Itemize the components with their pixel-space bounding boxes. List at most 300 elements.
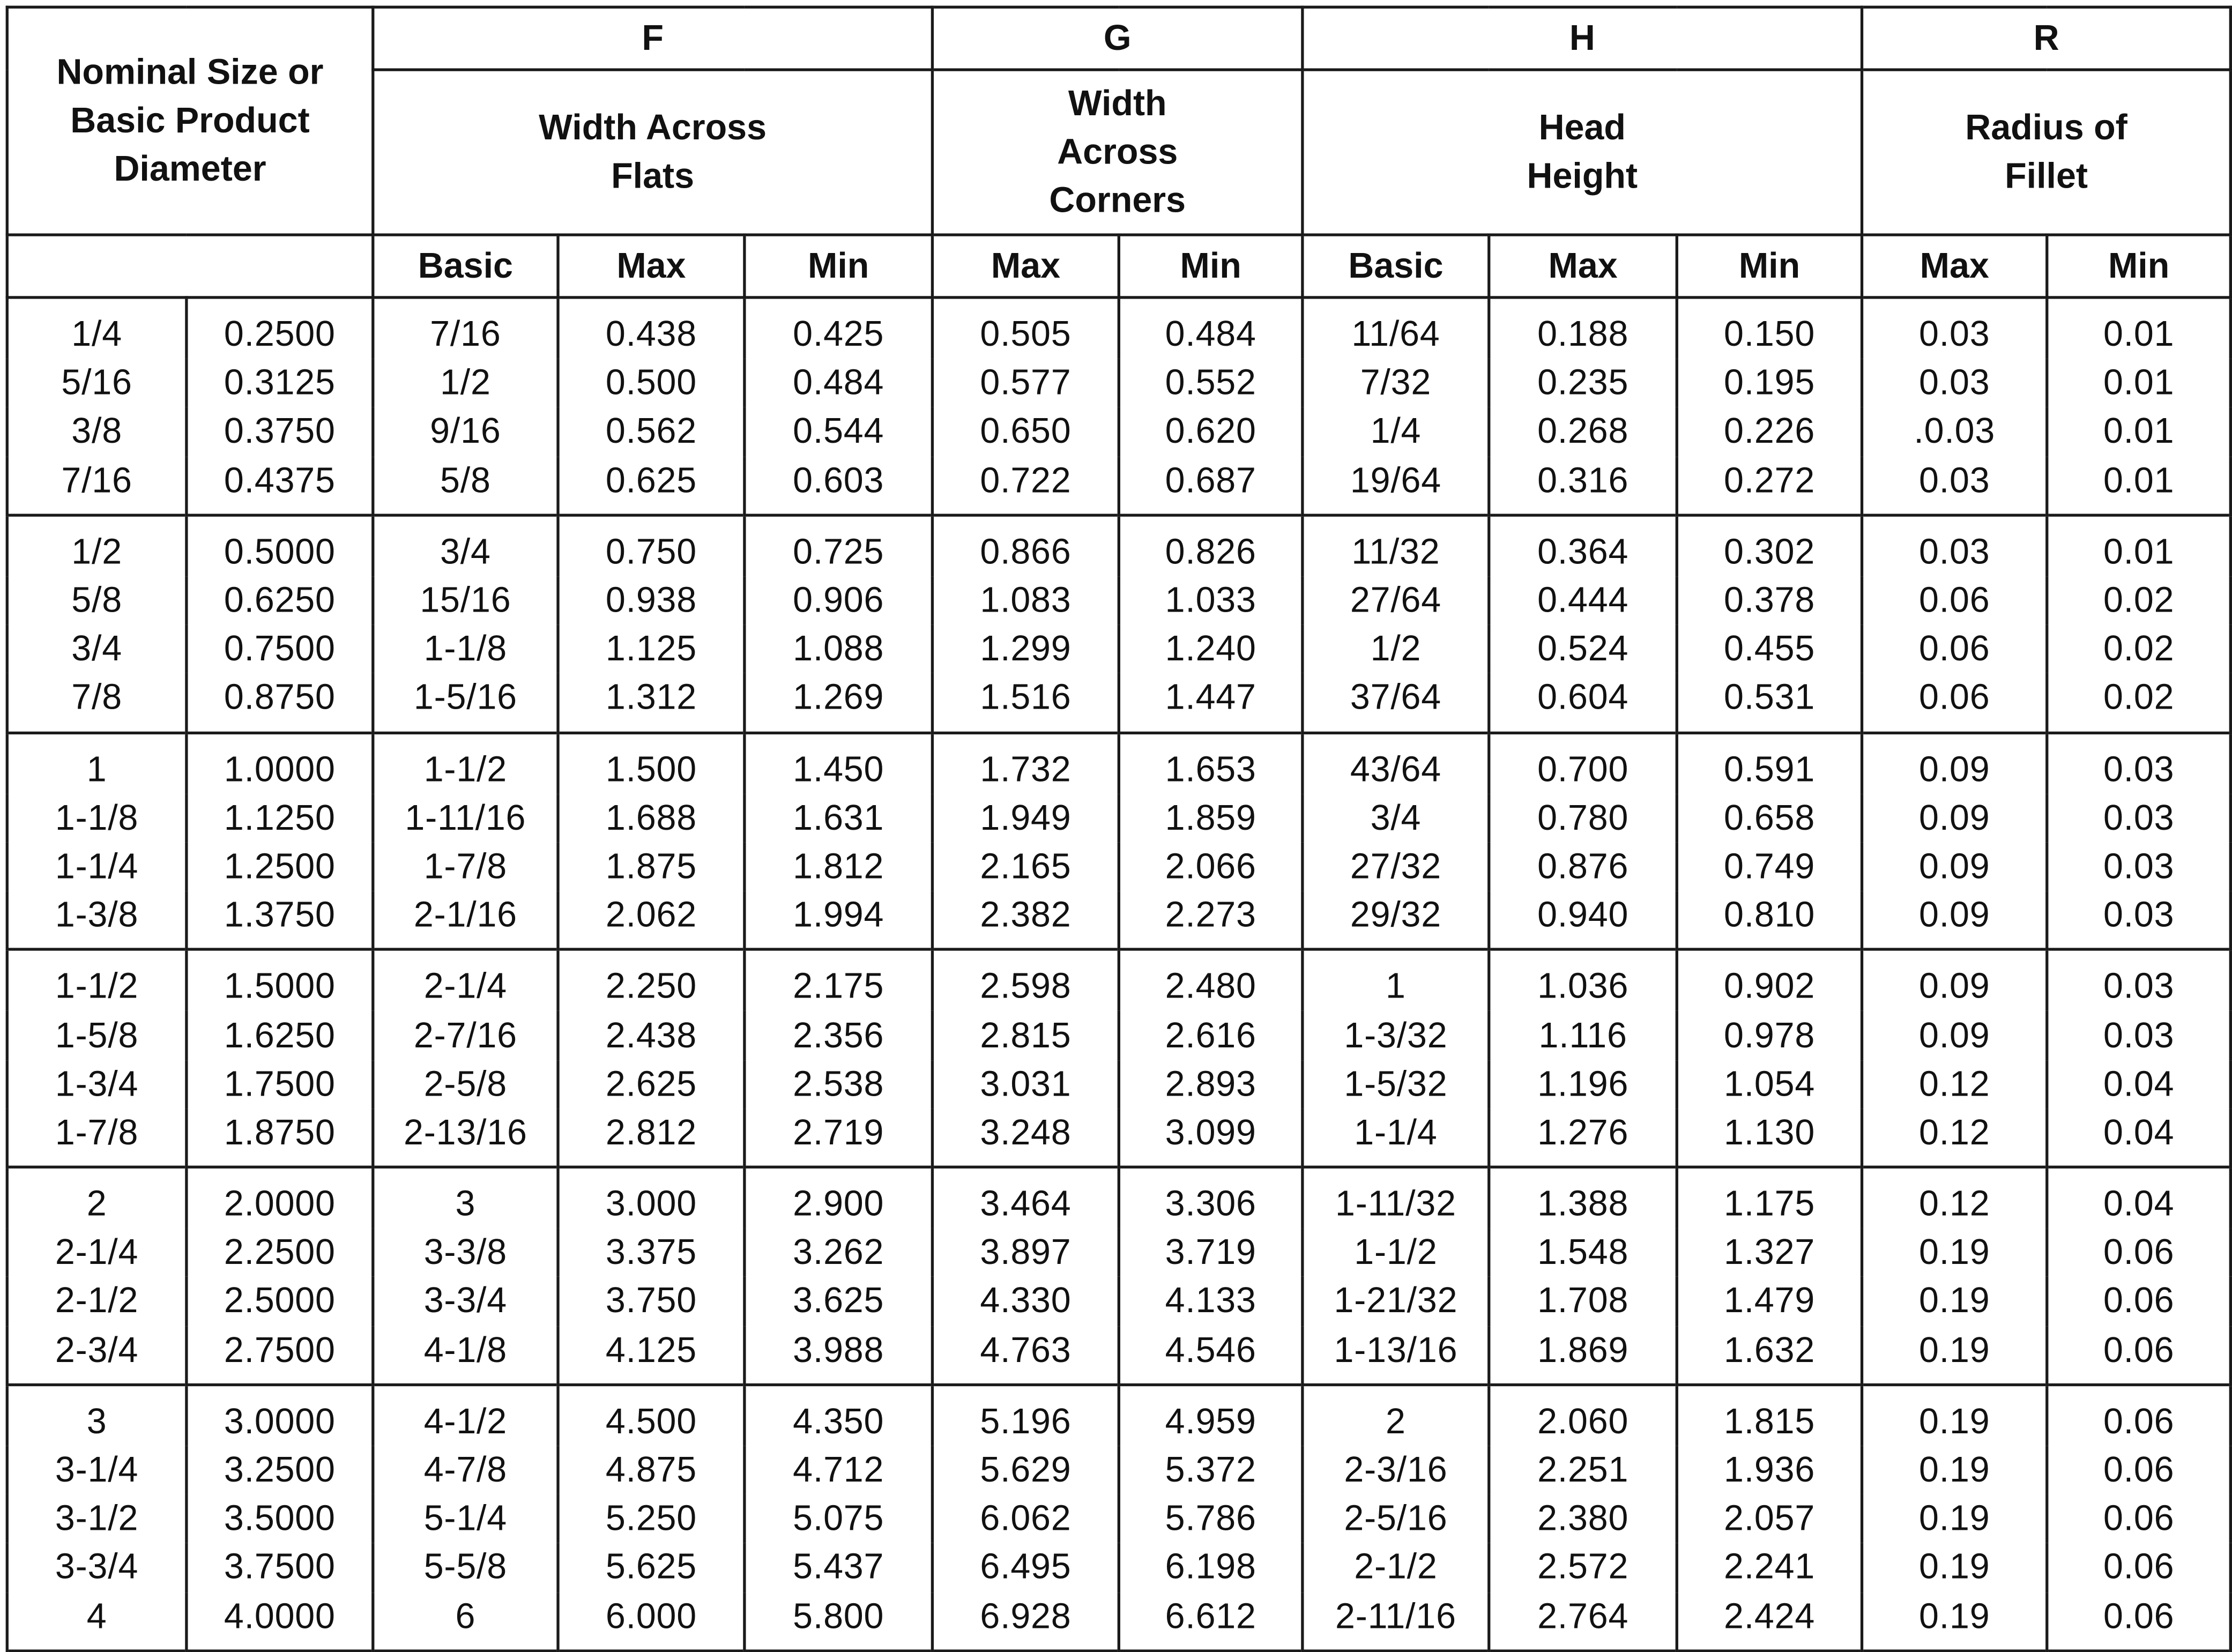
table-cell: 2.356 (745, 1011, 933, 1060)
table-cell: 1.8750 (187, 1108, 373, 1167)
table-cell: 2-7/16 (373, 1011, 558, 1060)
table-cell: 7/16 (7, 456, 187, 515)
table-cell: 1/4 (1303, 407, 1489, 456)
table-cell: 1.240 (1119, 625, 1303, 674)
table-cell: 1.0000 (187, 732, 373, 794)
table-cell: 1.3750 (187, 891, 373, 949)
table-cell: 1.7500 (187, 1060, 373, 1108)
table-cell: 0.444 (1489, 576, 1677, 625)
table-cell: 4.959 (1119, 1385, 1303, 1446)
table-cell: 2.060 (1489, 1385, 1677, 1446)
table-cell: 2 (7, 1167, 187, 1229)
table-cell: 2.251 (1489, 1446, 1677, 1495)
table-cell: 0.12 (1862, 1108, 2047, 1167)
table-cell: 0.603 (745, 456, 933, 515)
table-cell: 1.125 (558, 625, 745, 674)
row-group (7, 950, 2230, 1167)
table-cell: 7/32 (1303, 359, 1489, 408)
table-cell: 0.604 (1489, 674, 1677, 732)
table-cell: 1-1/2 (1303, 1229, 1489, 1277)
table-row (7, 1592, 2230, 1650)
table-cell: 2.0000 (187, 1167, 373, 1229)
table-cell: 2-5/16 (1303, 1494, 1489, 1543)
table-cell: 1.312 (558, 674, 745, 732)
table-cell: 1.994 (745, 891, 933, 949)
table-cell: 3 (373, 1167, 558, 1229)
table-row (7, 1229, 2230, 1277)
table-cell: 0.04 (2047, 1108, 2231, 1167)
table-cell: 4.330 (933, 1277, 1119, 1326)
table-row (7, 794, 2230, 843)
table-row (7, 843, 2230, 891)
table-cell: 0.12 (1862, 1060, 2047, 1108)
table-cell: 19/64 (1303, 456, 1489, 515)
table-cell: 2.273 (1119, 891, 1303, 949)
table-cell: 1.815 (1677, 1385, 1862, 1446)
table-cell: 5/8 (373, 456, 558, 515)
table-cell: 3-1/4 (7, 1446, 187, 1495)
table-cell: 6.062 (933, 1494, 1119, 1543)
table-cell: 1-3/32 (1303, 1011, 1489, 1060)
table-cell: 0.01 (2047, 297, 2231, 359)
table-cell: 4.0000 (187, 1592, 373, 1650)
table-cell: 3.719 (1119, 1229, 1303, 1277)
header-subcolumn-row (7, 235, 2230, 297)
table-cell: 0.3125 (187, 359, 373, 408)
table-row (7, 891, 2230, 949)
table-cell: 3.7500 (187, 1543, 373, 1592)
table-cell: 1.875 (558, 843, 745, 891)
table-cell: 4.546 (1119, 1326, 1303, 1384)
table-cell: 2-5/8 (373, 1060, 558, 1108)
table-cell: 1-3/4 (7, 1060, 187, 1108)
table-cell: 3-3/4 (7, 1543, 187, 1592)
table-cell: 0.06 (2047, 1592, 2231, 1650)
table-cell: 5-5/8 (373, 1543, 558, 1592)
table-cell: 0.484 (745, 359, 933, 408)
table-cell: 4.125 (558, 1326, 745, 1384)
table-cell: 5.437 (745, 1543, 933, 1592)
table-cell: 1.083 (933, 576, 1119, 625)
table-cell: 0.906 (745, 576, 933, 625)
table-cell: 1.949 (933, 794, 1119, 843)
table-row (7, 576, 2230, 625)
table-cell: 0.09 (1862, 1011, 2047, 1060)
table-cell: 0.01 (2047, 515, 2231, 577)
table-cell: 1.299 (933, 625, 1119, 674)
table-cell: 1.088 (745, 625, 933, 674)
table-cell: 0.650 (933, 407, 1119, 456)
table-cell: 0.552 (1119, 359, 1303, 408)
sub-header: Max (933, 235, 1119, 297)
table-cell: 1.327 (1677, 1229, 1862, 1277)
row-group (7, 515, 2230, 733)
table-cell: 1.6250 (187, 1011, 373, 1060)
table-cell: 27/64 (1303, 576, 1489, 625)
table-row (7, 1060, 2230, 1108)
table-cell: 2.062 (558, 891, 745, 949)
table-cell: 3.375 (558, 1229, 745, 1277)
table-cell: 0.150 (1677, 297, 1862, 359)
table-cell: 6.198 (1119, 1543, 1303, 1592)
table-cell: 1.869 (1489, 1326, 1677, 1384)
table-cell: 2.538 (745, 1060, 933, 1108)
table-cell: 2-1/16 (373, 891, 558, 949)
table-cell: 1.631 (745, 794, 933, 843)
table-cell: 3.000 (558, 1167, 745, 1229)
table-cell: 5.250 (558, 1494, 745, 1543)
sub-header: Min (2047, 235, 2231, 297)
table-cell: 1/2 (1303, 625, 1489, 674)
table-cell: 0.577 (933, 359, 1119, 408)
table-cell: 0.06 (1862, 576, 2047, 625)
table-cell: 9/16 (373, 407, 558, 456)
table-cell: 2.241 (1677, 1543, 1862, 1592)
sub-header: Min (745, 235, 933, 297)
table-cell: 1.1250 (187, 794, 373, 843)
table-cell: 0.12 (1862, 1167, 2047, 1229)
table-cell: 0.5000 (187, 515, 373, 577)
table-cell: 2.572 (1489, 1543, 1677, 1592)
table-cell: 1.812 (745, 843, 933, 891)
table-cell: 2.598 (933, 950, 1119, 1011)
table-cell: 2.719 (745, 1108, 933, 1167)
table-cell: 1.196 (1489, 1060, 1677, 1108)
table-cell: 3.306 (1119, 1167, 1303, 1229)
table-cell: 7/16 (373, 297, 558, 359)
table-cell: 2.424 (1677, 1592, 1862, 1650)
table-cell: 1.632 (1677, 1326, 1862, 1384)
table-cell: 5.372 (1119, 1446, 1303, 1495)
table-cell: 4 (7, 1592, 187, 1650)
table-cell: 2-13/16 (373, 1108, 558, 1167)
group-desc-h: Head Height (1303, 70, 1862, 235)
table-cell: 2.900 (745, 1167, 933, 1229)
table-cell: 3-3/4 (373, 1277, 558, 1326)
table-cell: 0.06 (2047, 1446, 2231, 1495)
table-cell: 1-21/32 (1303, 1277, 1489, 1326)
table-cell: 1.388 (1489, 1167, 1677, 1229)
table-cell: 0.03 (1862, 359, 2047, 408)
table-cell: 1.479 (1677, 1277, 1862, 1326)
table-cell: 2.438 (558, 1011, 745, 1060)
table-row (7, 515, 2230, 577)
group-letter-h: H (1303, 7, 1862, 70)
table-cell: 0.03 (2047, 794, 2231, 843)
table-cell: 2-1/4 (7, 1229, 187, 1277)
table-cell: 0.188 (1489, 297, 1677, 359)
table-row (7, 674, 2230, 732)
table-row (7, 1167, 2230, 1229)
table-row (7, 1446, 2230, 1495)
table-cell: 2.2500 (187, 1229, 373, 1277)
table-cell: 1-1/8 (373, 625, 558, 674)
table-cell: 0.01 (2047, 359, 2231, 408)
table-cell: 0.7500 (187, 625, 373, 674)
table-cell: 1-11/32 (1303, 1167, 1489, 1229)
table-cell: 1.548 (1489, 1229, 1677, 1277)
table-cell: 1.936 (1677, 1446, 1862, 1495)
table-cell: 0.04 (2047, 1167, 2231, 1229)
table-cell: 1-5/32 (1303, 1060, 1489, 1108)
table-cell: 5.629 (933, 1446, 1119, 1495)
table-cell: 0.700 (1489, 732, 1677, 794)
table-cell: 29/32 (1303, 891, 1489, 949)
row-group (7, 1385, 2230, 1650)
table-cell: 0.780 (1489, 794, 1677, 843)
table-cell: 2.250 (558, 950, 745, 1011)
table-cell: 1-1/4 (7, 843, 187, 891)
table-cell: 0.6250 (187, 576, 373, 625)
table-cell: 3.031 (933, 1060, 1119, 1108)
table-cell: 3/4 (7, 625, 187, 674)
table-cell: 1.5000 (187, 950, 373, 1011)
table-cell: 0.500 (558, 359, 745, 408)
table-cell: 3 (7, 1385, 187, 1446)
sub-header: Min (1677, 235, 1862, 297)
table-cell: 1 (1303, 950, 1489, 1011)
table-cell: 0.455 (1677, 625, 1862, 674)
table-cell: 2.764 (1489, 1592, 1677, 1650)
sub-header: Basic (373, 235, 558, 297)
table-cell: 2.625 (558, 1060, 745, 1108)
table-cell: 1.130 (1677, 1108, 1862, 1167)
table-cell: 6 (373, 1592, 558, 1650)
table-cell: 0.02 (2047, 674, 2231, 732)
table-cell: 2.5000 (187, 1277, 373, 1326)
sub-header: Max (558, 235, 745, 297)
table-row (7, 732, 2230, 794)
table-cell: 2-1/2 (1303, 1543, 1489, 1592)
table-cell: 3.099 (1119, 1108, 1303, 1167)
table-cell: 1-5/16 (373, 674, 558, 732)
table-cell: 0.03 (2047, 891, 2231, 949)
table-cell: 1.036 (1489, 950, 1677, 1011)
table-cell: 5.075 (745, 1494, 933, 1543)
table-cell: 3.5000 (187, 1494, 373, 1543)
table-cell: 0.425 (745, 297, 933, 359)
table-cell: 37/64 (1303, 674, 1489, 732)
sub-header: Max (1489, 235, 1677, 297)
table-cell: 0.625 (558, 456, 745, 515)
table-cell: 1-1/2 (7, 950, 187, 1011)
table-cell: 2.7500 (187, 1326, 373, 1384)
table-cell: 0.06 (2047, 1229, 2231, 1277)
table-cell: 3.2500 (187, 1446, 373, 1495)
table-cell: 2.616 (1119, 1011, 1303, 1060)
table-cell: 0.687 (1119, 456, 1303, 515)
sub-header: Basic (1303, 235, 1489, 297)
table-cell: 0.4375 (187, 456, 373, 515)
table-cell: 1.653 (1119, 732, 1303, 794)
table-cell: 0.438 (558, 297, 745, 359)
table-cell: 1-5/8 (7, 1011, 187, 1060)
table-cell: 3.750 (558, 1277, 745, 1326)
table-cell: 0.866 (933, 515, 1119, 577)
table-cell: 0.19 (1862, 1229, 2047, 1277)
table-cell: 0.19 (1862, 1326, 2047, 1384)
table-row (7, 456, 2230, 515)
table-cell: 1/2 (7, 515, 187, 577)
table-cell: 1.175 (1677, 1167, 1862, 1229)
table-row (7, 1494, 2230, 1543)
table-cell: 0.01 (2047, 456, 2231, 515)
table-cell: 0.2500 (187, 297, 373, 359)
table-cell: 0.876 (1489, 843, 1677, 891)
table-cell: 2.380 (1489, 1494, 1677, 1543)
table-cell: 1-1/8 (7, 794, 187, 843)
table-cell: 4-1/2 (373, 1385, 558, 1446)
table-cell: 0.06 (1862, 625, 2047, 674)
table-cell: 0.03 (2047, 732, 2231, 794)
table-cell: 0.03 (1862, 297, 2047, 359)
table-cell: 1.447 (1119, 674, 1303, 732)
table-cell: 0.02 (2047, 625, 2231, 674)
table-cell: 5.625 (558, 1543, 745, 1592)
table-cell: 1.688 (558, 794, 745, 843)
table-cell: 2-11/16 (1303, 1592, 1489, 1650)
table-cell: 0.749 (1677, 843, 1862, 891)
table-cell: 0.03 (1862, 515, 2047, 577)
table-cell: 1.054 (1677, 1060, 1862, 1108)
table-cell: 5/16 (7, 359, 187, 408)
table-cell: 3.897 (933, 1229, 1119, 1277)
table-cell: 0.01 (2047, 407, 2231, 456)
table-cell: 0.531 (1677, 674, 1862, 732)
table-cell: 11/32 (1303, 515, 1489, 577)
table-cell: 4.133 (1119, 1277, 1303, 1326)
table-cell: 0.3750 (187, 407, 373, 456)
table-cell: 1-1/2 (373, 732, 558, 794)
table-cell: 0.09 (1862, 950, 2047, 1011)
table-cell: 1.033 (1119, 576, 1303, 625)
table-cell: 0.940 (1489, 891, 1677, 949)
row-group (7, 732, 2230, 950)
group-desc-f: Width Across Flats (373, 70, 933, 235)
table-cell: 1 (7, 732, 187, 794)
table-cell: 1.516 (933, 674, 1119, 732)
table-cell: 2.812 (558, 1108, 745, 1167)
table-cell: 1.500 (558, 732, 745, 794)
table-row (7, 359, 2230, 408)
table-cell: 1.708 (1489, 1277, 1677, 1326)
table-cell: 1.859 (1119, 794, 1303, 843)
table-row (7, 407, 2230, 456)
table-cell: 3.988 (745, 1326, 933, 1384)
table-cell: 1-3/8 (7, 891, 187, 949)
table-cell: 2.165 (933, 843, 1119, 891)
table-row (7, 950, 2230, 1011)
table-cell: 2-1/4 (373, 950, 558, 1011)
table-cell: 3/4 (1303, 794, 1489, 843)
table-cell: 0.484 (1119, 297, 1303, 359)
table-cell: 0.03 (1862, 456, 2047, 515)
table-cell: 0.268 (1489, 407, 1677, 456)
table-row (7, 1326, 2230, 1384)
table-row (7, 625, 2230, 674)
table-cell: 1-11/16 (373, 794, 558, 843)
nominal-size-header-base (7, 235, 373, 297)
table-cell: 2-3/4 (7, 1326, 187, 1384)
table-row (7, 297, 2230, 359)
table-cell: .0.03 (1862, 407, 2047, 456)
table-cell: 0.8750 (187, 674, 373, 732)
table-cell: 0.19 (1862, 1543, 2047, 1592)
table-cell: 0.544 (745, 407, 933, 456)
table-cell: 0.826 (1119, 515, 1303, 577)
table-row (7, 1011, 2230, 1060)
table-cell: 0.316 (1489, 456, 1677, 515)
table-cell: 4.350 (745, 1385, 933, 1446)
table-cell: 1.450 (745, 732, 933, 794)
table-cell: 0.06 (2047, 1385, 2231, 1446)
table-row (7, 1543, 2230, 1592)
table-cell: 0.226 (1677, 407, 1862, 456)
table-cell: 0.06 (2047, 1543, 2231, 1592)
table-cell: 0.302 (1677, 515, 1862, 577)
table-cell: 1.2500 (187, 843, 373, 891)
table-cell: 5.800 (745, 1592, 933, 1650)
table-cell: 0.591 (1677, 732, 1862, 794)
group-letter-g: G (933, 7, 1303, 70)
table-cell: 4-1/8 (373, 1326, 558, 1384)
table-cell: 3.464 (933, 1167, 1119, 1229)
table-cell: 5.786 (1119, 1494, 1303, 1543)
table-cell: 0.19 (1862, 1592, 2047, 1650)
table-cell: 5-1/4 (373, 1494, 558, 1543)
row-group (7, 1167, 2230, 1385)
table-cell: 0.364 (1489, 515, 1677, 577)
table-cell: 1.116 (1489, 1011, 1677, 1060)
group-letter-f: F (373, 7, 933, 70)
table-cell: 0.722 (933, 456, 1119, 515)
table-cell: 0.09 (1862, 794, 2047, 843)
table-cell: 2-3/16 (1303, 1446, 1489, 1495)
table-cell: 0.938 (558, 576, 745, 625)
table-cell: 6.928 (933, 1592, 1119, 1650)
table-cell: 0.19 (1862, 1446, 2047, 1495)
table-cell: 2.893 (1119, 1060, 1303, 1108)
table-cell: 1.276 (1489, 1108, 1677, 1167)
table-cell: 0.978 (1677, 1011, 1862, 1060)
table-cell: 7/8 (7, 674, 187, 732)
table-cell: 4.875 (558, 1446, 745, 1495)
table-cell: 4-7/8 (373, 1446, 558, 1495)
table-cell: 4.763 (933, 1326, 1119, 1384)
table-cell: 2.480 (1119, 950, 1303, 1011)
table-row (7, 1277, 2230, 1326)
table-cell: 0.620 (1119, 407, 1303, 456)
sub-header: Min (1119, 235, 1303, 297)
sub-header: Max (1862, 235, 2047, 297)
table-cell: 0.658 (1677, 794, 1862, 843)
table-cell: 3.0000 (187, 1385, 373, 1446)
table-cell: 1.732 (933, 732, 1119, 794)
nominal-size-header: Nominal Size or Basic Product Diameter (7, 7, 373, 235)
table-cell: 0.505 (933, 297, 1119, 359)
table-cell: 1-13/16 (1303, 1326, 1489, 1384)
table-cell: 1/4 (7, 297, 187, 359)
table-cell: 3.262 (745, 1229, 933, 1277)
table-cell: 2.382 (933, 891, 1119, 949)
group-letter-r: R (1862, 7, 2231, 70)
table-cell: 0.562 (558, 407, 745, 456)
table-cell: 0.272 (1677, 456, 1862, 515)
table-cell: 4.712 (745, 1446, 933, 1495)
table-row (7, 1385, 2230, 1446)
table-cell: 2.175 (745, 950, 933, 1011)
table-cell: 0.09 (1862, 843, 2047, 891)
